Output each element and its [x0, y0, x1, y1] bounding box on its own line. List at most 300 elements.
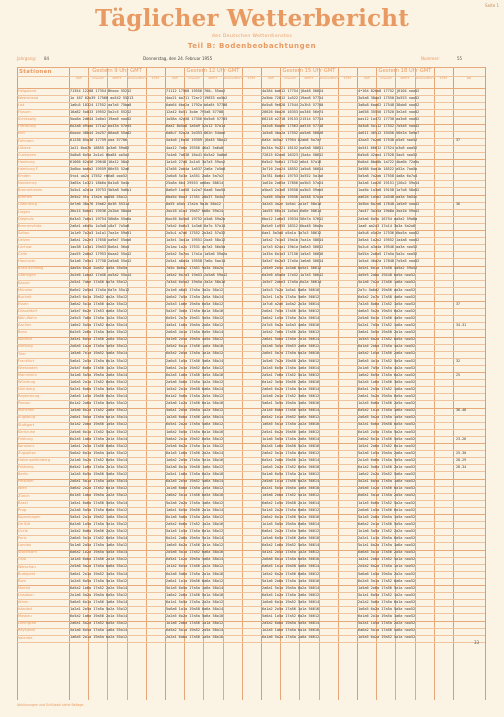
- table-row: [17, 607, 485, 613]
- group-header: Gestern 18 Uhr GMT: [378, 68, 432, 74]
- table-row: [17, 628, 485, 634]
- observation-group: 2o5a6 5a2a 17a5a 6a6a 55o12: [70, 564, 128, 569]
- observation-group: 6o5a2 2a5a 17a5a 3a1a 58o12: [166, 351, 224, 356]
- precip-value: 23-26: [456, 436, 467, 441]
- observation-group: 6a8u7 52o2a 2o353 862n 54ao6: [166, 131, 226, 136]
- observation-group: 6o2a5 1a6a 17a56 3a5a 58o16: [166, 372, 224, 377]
- observation-group: 6o6a1 5a1a 17a5a 2a5a noo52: [358, 493, 416, 498]
- station-name: Emden: [18, 174, 31, 179]
- observation-group: 4a5a1 1o6a 19a5a 2o6a 58o12: [166, 323, 224, 328]
- observation-group: 5a2a6 6o1a 19a58 1a6a 58o12: [166, 465, 224, 470]
- station-name: Rom: [18, 578, 27, 583]
- observation-group: 1o5e7 2a6e3 17a5a 6o2a 56614: [262, 280, 322, 285]
- observation-group: 3a5a7 6o2a3 17a5a 1a6a6 56614: [262, 259, 324, 264]
- observation-group: 2ao55 2a6a2 17953 6oaa2 55o12: [70, 252, 132, 257]
- observation-group: 5o2a6 2a2a 17a5a 1a6a 58o12: [166, 500, 224, 505]
- observation-group: 4•164 82kb8 17752 ]6104 noo52: [358, 88, 420, 93]
- observation-group: 2o5a7 6a6a 17a56 1a2a 55o12: [70, 365, 128, 370]
- observation-group: 6bo12 1a6a3 19534 56e7a 57612: [262, 216, 324, 221]
- observation-group: 5a2a5 1o6a 17a56 3a5a noo52: [358, 379, 416, 384]
- table-row: [17, 358, 485, 364]
- report-subtitle: des Deutschen Wetterdienstes: [211, 34, 293, 39]
- table-row: [17, 373, 485, 379]
- observation-group: 6a5a 4o5a2 17954 82ab8 5o7a7: [262, 138, 322, 143]
- observation-group: 5a1a6 6o5a 17a5a 1a6a 55o14: [70, 628, 128, 633]
- station-name: Schleswig: [18, 117, 36, 122]
- table-row: [17, 444, 485, 450]
- observation-group: 2a2a1 1o1a 19a5a 6a5a noo52: [358, 536, 416, 541]
- observation-group: 3oo16 o1a4 19a57 6b8o 59a14: [166, 209, 224, 214]
- observation-group: 6a3a3 7o6a1 19754 56b8a 55o6o: [70, 216, 132, 221]
- observation-group: 3e5o2 5to 17a2a oo858 55o12: [70, 195, 128, 200]
- station-name: Düsseldorf: [18, 308, 38, 313]
- observation-group: 4oo21 ba711 72ar2 19833 oo5o2: [166, 95, 228, 100]
- table-row: [17, 273, 485, 279]
- observation-group: 6o2a6 5a6a 17a5a 2a1a 58o16: [166, 571, 224, 576]
- observation-group: 6a5a2 5o1a 19a52 2a5a 58o14: [166, 628, 224, 633]
- observation-group: 2a6a5 1o5a 19a56 6a2a 55o14: [70, 394, 128, 399]
- observation-group: 3a5a1 6a5a 17a56 2o6a 55o12: [70, 337, 128, 342]
- observation-group: 5o1a5 6a5a 17a5a 1a6a 58o14: [166, 585, 224, 590]
- station-name: Köln-Wahn: [18, 316, 37, 321]
- observation-group: 1o6a2 2a5a 17a5a 5a1a 58o16: [166, 457, 224, 462]
- observation-group: 6o5o8 9e828 17544 2u3h5 57740: [262, 102, 324, 107]
- observation-group: 1o2a5 1a6a 17a5a 6a1a 56616: [262, 628, 320, 633]
- column-subheader: ddff: [75, 77, 82, 80]
- observation-group: 1a6a2 2o2a 19a52 5a6a noo52: [358, 472, 416, 477]
- observation-group: 6o2a8 o94ao 171a2 bo43a 57e94: [70, 124, 132, 129]
- observation-group: 1ao38 1o3a1 19a53 8o6a1 56o4: [70, 244, 130, 249]
- table-row: [17, 216, 485, 222]
- table-row: [17, 493, 485, 499]
- table-row: [17, 245, 485, 251]
- observation-group: 2o2a6 5a5a 17a5a 6a6a 55o12: [70, 507, 128, 512]
- observation-group: 6oooo 48844 2o257 86ao8 55a82: [70, 131, 132, 136]
- observation-group: 1a1a2 6o5a 17a56 2a2a 58o12: [166, 564, 224, 569]
- station-name: Hannover: [18, 259, 36, 264]
- table-row: [17, 614, 485, 620]
- observation-group: 1a7u6 a2a6 1o5a2 2o3a 56614: [262, 301, 320, 306]
- observation-group: 1a1a5 6o6a 17a56 2a1a 55o12: [70, 557, 128, 562]
- table-row: [17, 621, 485, 627]
- table-row: [17, 415, 485, 421]
- station-name: Göttingen: [18, 273, 36, 278]
- station-name: Norderney: [18, 181, 37, 186]
- station-name: Zürich: [18, 493, 30, 498]
- table-row: [17, 103, 485, 109]
- station-name: Wien: [18, 486, 27, 491]
- observation-group: 6a2a5 1o6a 19a58 5a2a 56616: [262, 443, 320, 448]
- table-row: [17, 138, 485, 144]
- precip-value: 28-29: [456, 457, 467, 462]
- station-name: Wiesbaden: [18, 365, 38, 370]
- station-name: Lübeck: [18, 145, 31, 150]
- observation-group: 7ua56 45o5a 19556 1o548 57o1a: [262, 195, 324, 200]
- observation-group: 6a5a1 2o5a 17a52 1a6a noo52: [358, 386, 416, 391]
- observation-group: 6a5a5 1o2a 17a5a 2a6a 56612: [262, 592, 320, 597]
- station-name: Karlsruhe: [18, 429, 36, 434]
- observation-group: 2a5a6 1o1a 17a56 6a2a 56614: [262, 479, 320, 484]
- observation-group: 1a6a5 6o2a 17a56 2a1a 58o12: [166, 543, 224, 548]
- observation-group: 2a6a1 5o2a 19a5a 6a5a noo52: [358, 394, 416, 399]
- observation-group: 6a6a2 2o1a 17a56 5a5a noo52: [358, 521, 416, 526]
- table-row: [17, 238, 485, 244]
- observation-group: 5a6a2 2o1a 19a52 6a5a 58o12: [166, 436, 224, 441]
- observation-group: 2a5o3 7a6a 17a5a 1o2a 55o12: [70, 315, 128, 320]
- observation-group: 6o2a5 1a6a 17a5a 2a1a 55o14: [70, 436, 128, 441]
- table-row: [17, 344, 485, 350]
- observation-group: 3a2a3 4a2e 1o5a1 2o1a7 58o16: [262, 202, 322, 207]
- observation-group: 3o5ba 8a7a6 17648 1a5a9 noo52: [358, 202, 420, 207]
- precip-value: 36: [456, 202, 461, 207]
- observation-group: 5o1a1 6a5a 17a52 1a2a noo52: [358, 592, 416, 597]
- column-subheader: VVwwW: [379, 77, 392, 80]
- station-name: Diepholz: [18, 216, 34, 221]
- column-subheader: NhCLhCMCH: [414, 77, 434, 80]
- observation-group: 6a5o2 9o6a1 17542 a6o4 57a16: [262, 159, 322, 164]
- station-name: Konstanz: [18, 443, 35, 448]
- station-name: Lüchow: [18, 245, 32, 250]
- observation-group: 1o1a5 5a5a 19a5a 6a6a 56614: [262, 521, 320, 526]
- observation-group: 7a3a4 6o5a2 19a5a 3a2a 58o16: [166, 280, 226, 285]
- observation-group: 2o6a1 7a5a 17a56 3o5a 56612: [262, 308, 320, 313]
- observation-group: 1o1a6 5a5a 17a5a 2a6a 56614: [262, 436, 320, 441]
- observation-group: 2o5a2 6a2a 17a5a 1a1a noo52: [358, 564, 416, 569]
- observation-group: 6a5o8 42ao4 17528 3ao5 noo52: [358, 152, 418, 157]
- observation-group: 1o6a6 6a1a 19a52 5a5a 56614: [262, 599, 320, 604]
- observation-group: 5a2a7 3o6a 17a5a 8a1a 58o16: [166, 308, 224, 313]
- station-name: Stockholm: [18, 550, 37, 555]
- observation-group: 5a2a6 1o5a 19a5a 2a6a noo52: [358, 450, 416, 455]
- observation-group: 6a6a5 5o1a 17a56 2a5a noo52: [358, 550, 416, 555]
- observation-group: 3a5a2 6a1a 17a56 1o6a 58o16: [166, 344, 224, 349]
- table-row: [17, 89, 485, 95]
- table-row: [17, 153, 485, 159]
- observation-group: 1oa5b 1a3a8 19158 1a7o8 58o52: [358, 188, 420, 193]
- observation-group: 1a3e1 3a41a 19551 2oa5 58o12: [166, 237, 226, 242]
- table-row: [17, 252, 485, 258]
- observation-group: 5a5a8 7a2ab 17558 4a8a 6o7u4: [358, 173, 418, 178]
- observation-group: 2a5a6 5o6a 17a5a 1a2a 58o12: [166, 379, 224, 384]
- observation-group: 1o1a6 5a5a 17a52 2a2a noo52: [358, 528, 416, 533]
- grid-vline: [485, 67, 486, 700]
- table-row: [17, 536, 485, 542]
- table-row: [17, 593, 485, 599]
- observation-group: 26626 6bo26 16353 oo346 56e74: [262, 110, 324, 115]
- observation-group: 5a6a2 2o2a 17a52 6a1a 55o12: [70, 486, 128, 491]
- observation-group: 1a35a 6o1a3 17156 1a5a3 56616: [262, 252, 324, 257]
- observation-group: 1a1a5 6o6a 17a52 5a2a noo52: [358, 500, 416, 505]
- observation-group: 5a2a1 6o6a 19a58 6a5a noo52: [358, 422, 416, 427]
- observation-group: 6aa2 8o5a8 1a5a9 52o12 57a14: [166, 124, 226, 129]
- grid-hline: [17, 67, 485, 68]
- observation-group: 1a5a2 6o2a 17a56 6a6a 56612: [262, 571, 320, 576]
- grid-hline: [17, 76, 485, 77]
- observation-group: 3a2a6 1oo26 19151 ]26o2 59o14: [358, 181, 420, 186]
- table-row: [17, 351, 485, 357]
- table-row: [17, 110, 485, 116]
- station-name: Augsburg: [18, 415, 36, 420]
- table-row: [17, 451, 485, 457]
- station-name: List: [18, 103, 25, 108]
- group-header: Gestern 12 Uhr GMT: [186, 68, 240, 74]
- observation-group: 5a1e6 2o5a 19a5a 4a5a 58o12: [166, 337, 224, 342]
- observation-group: 6o1a2 2a6a 17a5a 5a5a 55o12: [70, 401, 128, 406]
- station-name: Budapest: [18, 571, 36, 576]
- station-name: Bocholt: [18, 294, 32, 299]
- observation-group: 6a6a1 2o2a 17a5a 5a6a 56612: [262, 528, 320, 533]
- observation-group: 2a6a1 1o1a 19a56 6a6a 58o12: [166, 578, 224, 583]
- table-row: [17, 209, 485, 215]
- column-subheader: TdTd: [247, 77, 256, 80]
- observation-group: 2o6a6 1a5a 17a56 6a1a noo52: [358, 507, 416, 512]
- station-name: Freiburg: [18, 436, 33, 441]
- station-name: Kiel: [18, 131, 25, 136]
- observation-group: 1a2a5 6o5a 19a56 5a6a 55o12: [70, 472, 128, 477]
- column-subheader: NhCLhCMCH: [126, 77, 146, 80]
- observation-group: 66218 o2718 19153 21514 57714: [262, 117, 324, 122]
- grid-hline: [17, 642, 485, 643]
- observation-group: 1a5o3 7o2a 1o5a1 8a6a 56616: [262, 287, 320, 292]
- observation-group: 3a6a1 5o5a 19a58 2a1a noo52: [358, 330, 416, 335]
- observation-group: 5a6a1 2o1a 19a52 6a5a 58o12: [166, 365, 224, 370]
- table-row: [17, 522, 485, 528]
- observation-group: 5to4 ua2o 17552 rb6a8 ooo52: [70, 173, 128, 178]
- observation-group: 3a6a2 5o1a 17a56 4a2a 55o12: [70, 301, 128, 306]
- observation-group: 6a1a2 5o6a 17a56 2a1a noo52: [358, 465, 416, 470]
- table-row: [17, 500, 485, 506]
- observation-group: 36o14 6o6d1 19536 2o2ba 58o5a: [70, 209, 132, 214]
- precip-value: 32: [456, 358, 461, 363]
- observation-group: 3a1a6 5o5a 19a5a 2a6a 55o14: [70, 372, 128, 377]
- observation-group: 5a4o6 ]6a56 19359 ]6a45 58o12: [166, 138, 228, 143]
- observation-group: 6a2a1 5o5a 19a5a 1a6a 56616: [262, 486, 320, 491]
- observation-group: 1o 167 62o39 17560 ao542 55213: [70, 95, 134, 100]
- issue-info-row: [17, 56, 487, 64]
- observation-group: 1a658 35556 17520 3e2a5 noo52: [358, 110, 420, 115]
- station-name: Frankfurt: [18, 358, 35, 363]
- observation-group: 6a1a4 2o6a 17a5a 4a2a noo52: [358, 344, 416, 349]
- precip-value: 34-31: [456, 323, 467, 328]
- observation-group: 1a7a3 62ua1 19b1a 3a6a3 56612: [262, 244, 324, 249]
- table-row: [17, 486, 485, 492]
- station-name: Hamburg F.: [18, 166, 39, 171]
- column-subheader: VVwwW: [91, 77, 104, 80]
- observation-group: 4oa12 7a6a 19356 46a2 5a6o8: [166, 145, 224, 150]
- observation-group: 2a6a2 5o1a 17a56 6a5a 58o16: [166, 493, 224, 498]
- station-name: Bremervörde: [18, 223, 42, 228]
- observation-group: 2o2a1 6a6a 17a56 1a5a 58o16: [166, 635, 224, 640]
- station-name: Berlin: [18, 472, 29, 477]
- observation-group: 3a781 8o6a1 19753 3o552 5a1s6: [262, 173, 324, 178]
- observation-group: 6o2a5 5a1a 17a52 6a6a noo52: [358, 578, 416, 583]
- observation-group: 6o5a1 2a2a 17a5a 5a6a 58o12: [166, 422, 224, 427]
- station-name: Potsdam: [18, 479, 34, 484]
- station-name: Stuttgart: [18, 422, 35, 427]
- observation-group: 5o2a1 6a5a 17a5a 1a6a noo52: [358, 479, 416, 484]
- precip-value: 25: [456, 372, 461, 377]
- observation-group: 1o21 6oa7b 18855 1o3a6 59a82: [70, 145, 130, 150]
- observation-group: 5a1a5 2o2a 17a5a 6a6a 56612: [262, 507, 320, 512]
- column-subheader: TdTd: [439, 77, 448, 80]
- observation-group: 5o1a1 6a2a 17a5a 1a6a noo52: [358, 543, 416, 548]
- precip-value: 37: [456, 138, 461, 143]
- table-row: [17, 195, 485, 201]
- observation-group: 2a5a6 6a5o 16754 oa5a2 59a8a: [358, 216, 418, 221]
- observation-group: 3o716 2oo24 18552 1a5o8 56614: [262, 166, 324, 171]
- observation-group: 4a5a2 1o5a 17a56 2a6a noo52: [358, 351, 416, 356]
- observation-group: 2a6a1 o6a5u 1o3a8 u8a7 7o5a8: [70, 223, 130, 228]
- observation-group: 2a7u 5a6a2 19a56 aa3a noo52: [358, 287, 416, 292]
- column-subheader: ddff: [363, 77, 370, 80]
- table-row: [17, 174, 485, 180]
- observation-group: 1o6a5 6a2a 17a5a 5a5a noo52: [358, 607, 416, 612]
- observation-group: 2a6o5 1a5a 17a56 5a6a 58o14: [166, 358, 224, 363]
- observation-group: 5o6a6 1a1a 19a58 6a6a 58o14: [166, 607, 224, 612]
- observation-group: 3a65a 1o321 18b6a 8a1o8 5a4o: [70, 181, 130, 186]
- station-name: Kopenhagen: [18, 514, 41, 519]
- observation-group: 5a2o8 6ao6b 17563 aa516 57718: [262, 124, 324, 129]
- station-name: Cuxhaven: [18, 152, 37, 157]
- observation-group: 1a1a5 27a8 2o1a5 3a7a3 59os2: [166, 159, 226, 164]
- observation-group: 5a55a 2o6a5 17a5a 5a2o noo52: [358, 252, 418, 257]
- table-row: [17, 508, 485, 514]
- observation-group: 6a5a1 2o6a 19a56 1a2a 56614: [262, 457, 320, 462]
- observation-group: 5o2a1 7a5a 17a52 1a6a noo52: [358, 323, 416, 328]
- page-corner-label: Seite 1: [485, 3, 499, 8]
- station-name: Lingen: [18, 209, 31, 214]
- observation-group: 6a5a2 1o6a 19a52 5a5a 56614: [262, 543, 320, 548]
- table-row: [17, 550, 485, 556]
- column-subheader: TdTd: [151, 77, 160, 80]
- observation-group: 6o5a2 1a6a 19a56 2a1a 55o14: [70, 614, 128, 619]
- observation-group: 1a6a5 5o1a 17a5a 2a2a 56616: [262, 422, 320, 427]
- station-name: Westerland: [18, 95, 39, 100]
- observation-group: 1a6a2 6o5a 17a5a 6a2a noo52: [358, 372, 416, 377]
- column-subheader: VVwwW: [283, 77, 296, 80]
- observation-group: 5o1a6 2a5a 17a5a 1a6a 55o12: [70, 543, 128, 548]
- observation-group: 5a1a6 2o6a 17a5a 1a5a 56616: [262, 578, 320, 583]
- observation-group: 5a1a6 6o5a 17a5a 2a1a 56612: [262, 472, 320, 477]
- station-name: Madrid: [18, 585, 31, 590]
- observation-group: 2a5a6 1o2a 17a56 6a1a noo52: [358, 486, 416, 491]
- observation-group: 6a6a5 1o1a 19a58 5a6a 56614: [262, 564, 320, 569]
- observation-group: 2a2a5 6o2a 17a5a 5a6a 58o16: [166, 614, 224, 619]
- station-name: Helgoland: [18, 88, 37, 93]
- observation-group: a5ba3 2o3o8 19558 oo5b3 59ao5: [262, 188, 324, 193]
- station-name: Nürnberg: [18, 387, 35, 392]
- observation-group: 5a3o8 5o112 17552 7o5a5 noo52: [358, 124, 420, 129]
- table-row: [17, 579, 485, 585]
- observation-group: 5a6a5 6o1a 17a56 1a6a 55o14: [70, 599, 128, 604]
- observation-group: 3a5a4 1a2o2 19552 1a4a8 noo52: [358, 237, 420, 242]
- column-subheader: PPPTT: [112, 77, 122, 80]
- observation-group: 2o5a1 7a6e 17a56 8o7a 55o12: [70, 280, 128, 285]
- group-header: Gestern 9 Uhr GMT: [92, 68, 142, 74]
- observation-group: 6a2a5 2o5a 19a52 5a6a 58o14: [166, 479, 224, 484]
- observation-group: 5o6a2 6a1a 19a5a 1a5a 55o12: [70, 450, 128, 455]
- table-row: [17, 202, 485, 208]
- station-name: Moskau: [18, 614, 32, 619]
- observation-group: 1o6a2 5a5a 17a5a 6a1a 58o16: [166, 429, 224, 434]
- observation-group: 5o2u4 a3a4a 19546 aa3a noo52: [358, 244, 418, 249]
- nummer-label: Nummer:: [421, 56, 440, 61]
- table-row: [17, 557, 485, 563]
- column-subheader: VVwwW: [187, 77, 200, 80]
- observation-group: 72815 62oa8 16323 ]5a4o 58612: [262, 152, 324, 157]
- observation-group: 2o6a5 1a2a 17a5a 5a5a 55o12: [70, 344, 128, 349]
- observation-group: 7a5o 8o6a2 17a51 9a3a 56o2o: [166, 266, 224, 271]
- observation-group: oas12 1o472 17730 aa3o6 noo52: [358, 117, 420, 122]
- table-row: [17, 302, 485, 308]
- observation-group: 1a5a7 6o2e 17a53 aa6a 55o12: [70, 308, 128, 313]
- precip-value: 36-48: [456, 408, 467, 413]
- observation-group: 6a1a5 2o5a 17a5a 5a2a noo52: [358, 429, 416, 434]
- table-row: [17, 266, 485, 272]
- observation-group: 6o1a6 5a6a 17a5a 2a5a 58o12: [166, 514, 224, 519]
- observation-group: 1a6a2 2o6a 17a56 5a1a 58o16: [166, 592, 224, 597]
- observation-group: 4a5e5 2a8o 19448 6a5a noo52: [358, 273, 416, 278]
- observation-group: 2o5u1 a7a6 17552 2o3a2 57o32: [166, 230, 226, 235]
- observation-group: 6a5a2 1o6a 17a52 2a2a 55o14: [70, 585, 128, 590]
- observation-group: 1o5a3 6a2a 17a52 6a5a noo52: [358, 337, 416, 342]
- observation-group: 1o58a 42g58 17356 6o5o6 57703: [166, 117, 228, 122]
- observation-group: 1a6u5 18324 17552 aa7a5 75ba8: [70, 102, 132, 107]
- station-name: Flensburg: [18, 124, 36, 129]
- observation-group: 1o5a2 2a1a 19a58 6a6a 58o14: [166, 386, 224, 391]
- station-name: Istanbul: [18, 607, 33, 612]
- station-name: Münster: [18, 287, 33, 292]
- station-name: Regensburg: [18, 394, 40, 399]
- observation-group: 3a8o8 6ao62 17548 38ob6 noo52: [358, 102, 420, 107]
- station-name: Uelzen: [18, 237, 31, 242]
- report-part: Teil B: Bodenbeobachtungen: [187, 42, 317, 50]
- observation-group: 5a1a2 2o6a 19a56 1a5a 55o12: [70, 422, 128, 427]
- table-row: [17, 429, 485, 435]
- observation-group: 2a1a5 6o6a 17a56 5a5a 56614: [262, 408, 320, 413]
- observation-group: 4ao5a 6o2a 2oa52 4a5a 55o5a: [70, 266, 128, 271]
- observation-group: 1o5a6 2a1a 17a52 3a6a 56612: [262, 394, 320, 399]
- table-row: [17, 259, 485, 265]
- observation-group: 2a6a1 5o1a 19a5a 6a2a 56614: [262, 585, 320, 590]
- observation-group: 6a1a5 1o6a 17a56 2a2a 58o14: [166, 450, 224, 455]
- observation-group: 47a56 2ab4a 1a537 2a6a 7o5o8: [166, 166, 226, 171]
- observation-group: 1o5o8 4ba2a 17552 oo5a6 56826: [262, 131, 324, 136]
- observation-group: 42oa3 7o2a6 17538 o5a5 noo52: [358, 138, 418, 143]
- observation-group: 2a5a2 6o6a 17a52 1a2a 58o16: [166, 521, 224, 526]
- observation-group: 5o8o8 6o5a 2o1o1 6ba84 oo5o2: [70, 152, 130, 157]
- station-name: Bremerhaven: [18, 188, 43, 193]
- observation-group: 1a5a1 6o6a 17a56 5a5a 55o14: [70, 500, 128, 505]
- table-row: [17, 401, 485, 407]
- observation-group: 1o5a4 46a2a 17848 7o5a5 noo52: [358, 259, 420, 264]
- observation-group: 2o1e6 a8a5 17a5a 3a2o 58o12: [166, 287, 224, 292]
- observation-group: 4o6a2 7a5a 17a5a 2a5a 58o14: [166, 294, 224, 299]
- observation-group: 2a2a2 5o6a 17a5a 6a1a noo52: [358, 599, 416, 604]
- observation-group: 2a6a5 6o2a 17a5a 5a1a 56614: [262, 386, 320, 391]
- table-row: [17, 145, 485, 151]
- observation-group: 5a6a1 2o5a 17a5a 6o1a 55o12: [70, 358, 128, 363]
- table-row: [17, 231, 485, 237]
- observation-group: 3a2a5 6o5a 17a5a 1a6a 56614: [262, 365, 320, 370]
- observation-group: 5o6a1 2a5a 19a5a 1a2a 58o12: [166, 408, 224, 413]
- station-name: Braunschweig: [18, 266, 44, 271]
- observation-group: 2a6a1 5o6a 17a5a 7a1a 56614: [262, 337, 320, 342]
- table-row: [17, 160, 485, 166]
- column-subheader: PPPTT: [304, 77, 314, 80]
- table-row: [17, 515, 485, 521]
- observation-group: 2a5a6 6o1a 17a52 5a2a 55o12: [70, 429, 128, 434]
